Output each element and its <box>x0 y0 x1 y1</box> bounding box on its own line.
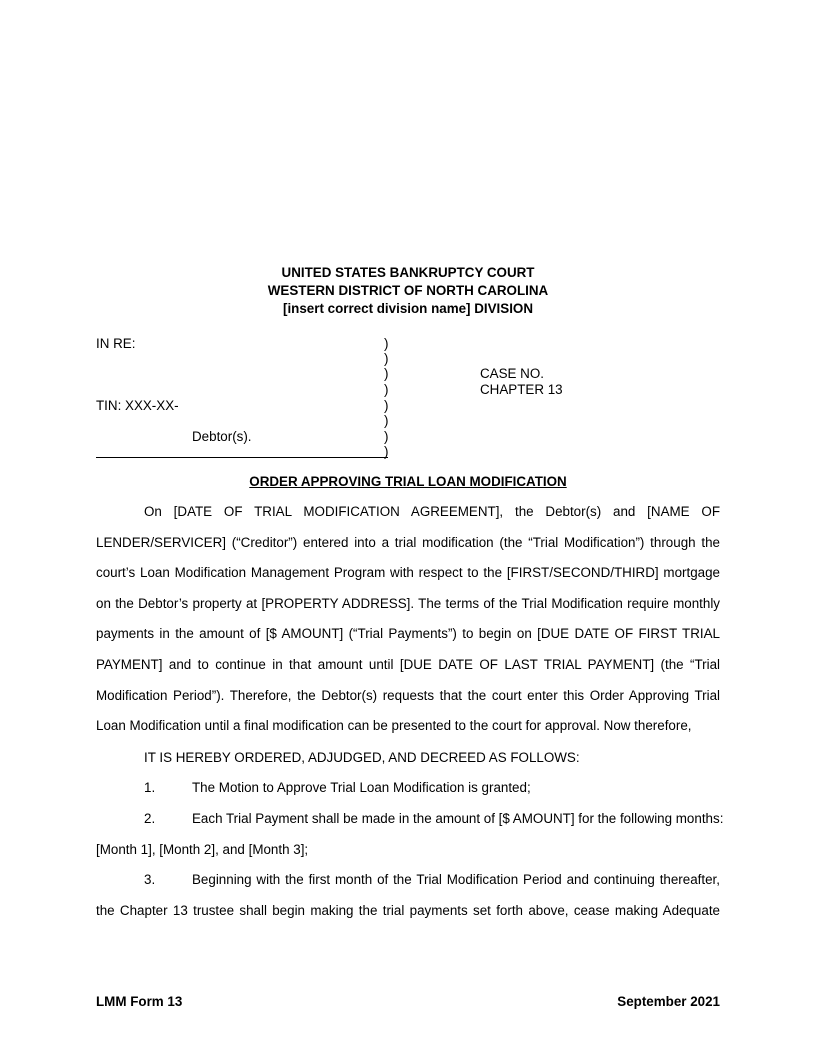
recitals-paragraph: On [DATE OF TRIAL MODIFICATION AGREEMENT], the Debtor(s) and [NAME OF LENDER/SERVICER] (“Creditor”) entered into a trial modification (the “Trial Modification”) through the court’s Loan Modification Management Program with respect to the [FIRST/SECOND/THIRD] mortgage on the Debtor’s property at [PROPERTY ADDRESS]. The terms of the Trial Modification require monthly payments in the amount of [$ AMOUNT] (“Trial Payments”) to begin on [DUE DATE OF FIRST TRIAL PAYMENT] and to continue in that amount until [DUE DATE OF LAST TRIAL PAYMENT] (the “Trial Modification Period”). Therefore, the Debtor(s) requests that the court enter this Order Approving Trial Loan Modification until a final modification can be presented to the court for approval. Now therefore, <box>96 504 720 734</box>
caption-paren: ) <box>384 398 389 413</box>
caption-paren: ) <box>384 382 389 397</box>
caption-paren: ) <box>384 429 389 444</box>
item-text: The Motion to Approve Trial Loan Modification is granted; <box>192 780 531 795</box>
form-date: September 2021 <box>617 994 720 1009</box>
district-name: WESTERN DISTRICT OF NORTH CAROLINA <box>267 283 549 298</box>
chapter-label: CHAPTER 13 <box>480 382 563 397</box>
item-number: 2. <box>144 811 156 826</box>
item-text-continued: the Chapter 13 trustee shall begin making the trial payments set forth above, cease making Adequate <box>96 903 720 918</box>
court-name: UNITED STATES BANKRUPTCY COURT <box>281 265 535 280</box>
caption-paren: ) <box>384 351 389 366</box>
item-text-continued: [Month 1], [Month 2], and [Month 3]; <box>96 842 309 857</box>
in-re-label: IN RE: <box>96 336 136 351</box>
item-text: Beginning with the first month of the Trial Modification Period and continuing thereafter, <box>192 872 720 887</box>
item-number: 3. <box>144 872 156 887</box>
caption-paren: ) <box>384 413 389 428</box>
caption-underline <box>96 457 388 458</box>
form-number: LMM Form 13 <box>96 994 183 1009</box>
case-number-label: CASE NO. <box>480 366 544 381</box>
tin-label: TIN: XXX-XX- <box>96 398 179 413</box>
division-name: [insert correct division name] DIVISION <box>282 301 534 316</box>
order-title: ORDER APPROVING TRIAL LOAN MODIFICATION <box>249 474 567 489</box>
caption-paren: ) <box>384 336 389 351</box>
caption-paren: ) <box>384 444 389 459</box>
debtor-label: Debtor(s). <box>192 429 252 444</box>
item-number: 1. <box>144 780 156 795</box>
ordered-clause: IT IS HEREBY ORDERED, ADJUDGED, AND DECREED AS FOLLOWS: <box>144 750 580 765</box>
caption-paren: ) <box>384 366 389 381</box>
item-text: Each Trial Payment shall be made in the amount of [$ AMOUNT] for the following months: <box>192 811 724 826</box>
